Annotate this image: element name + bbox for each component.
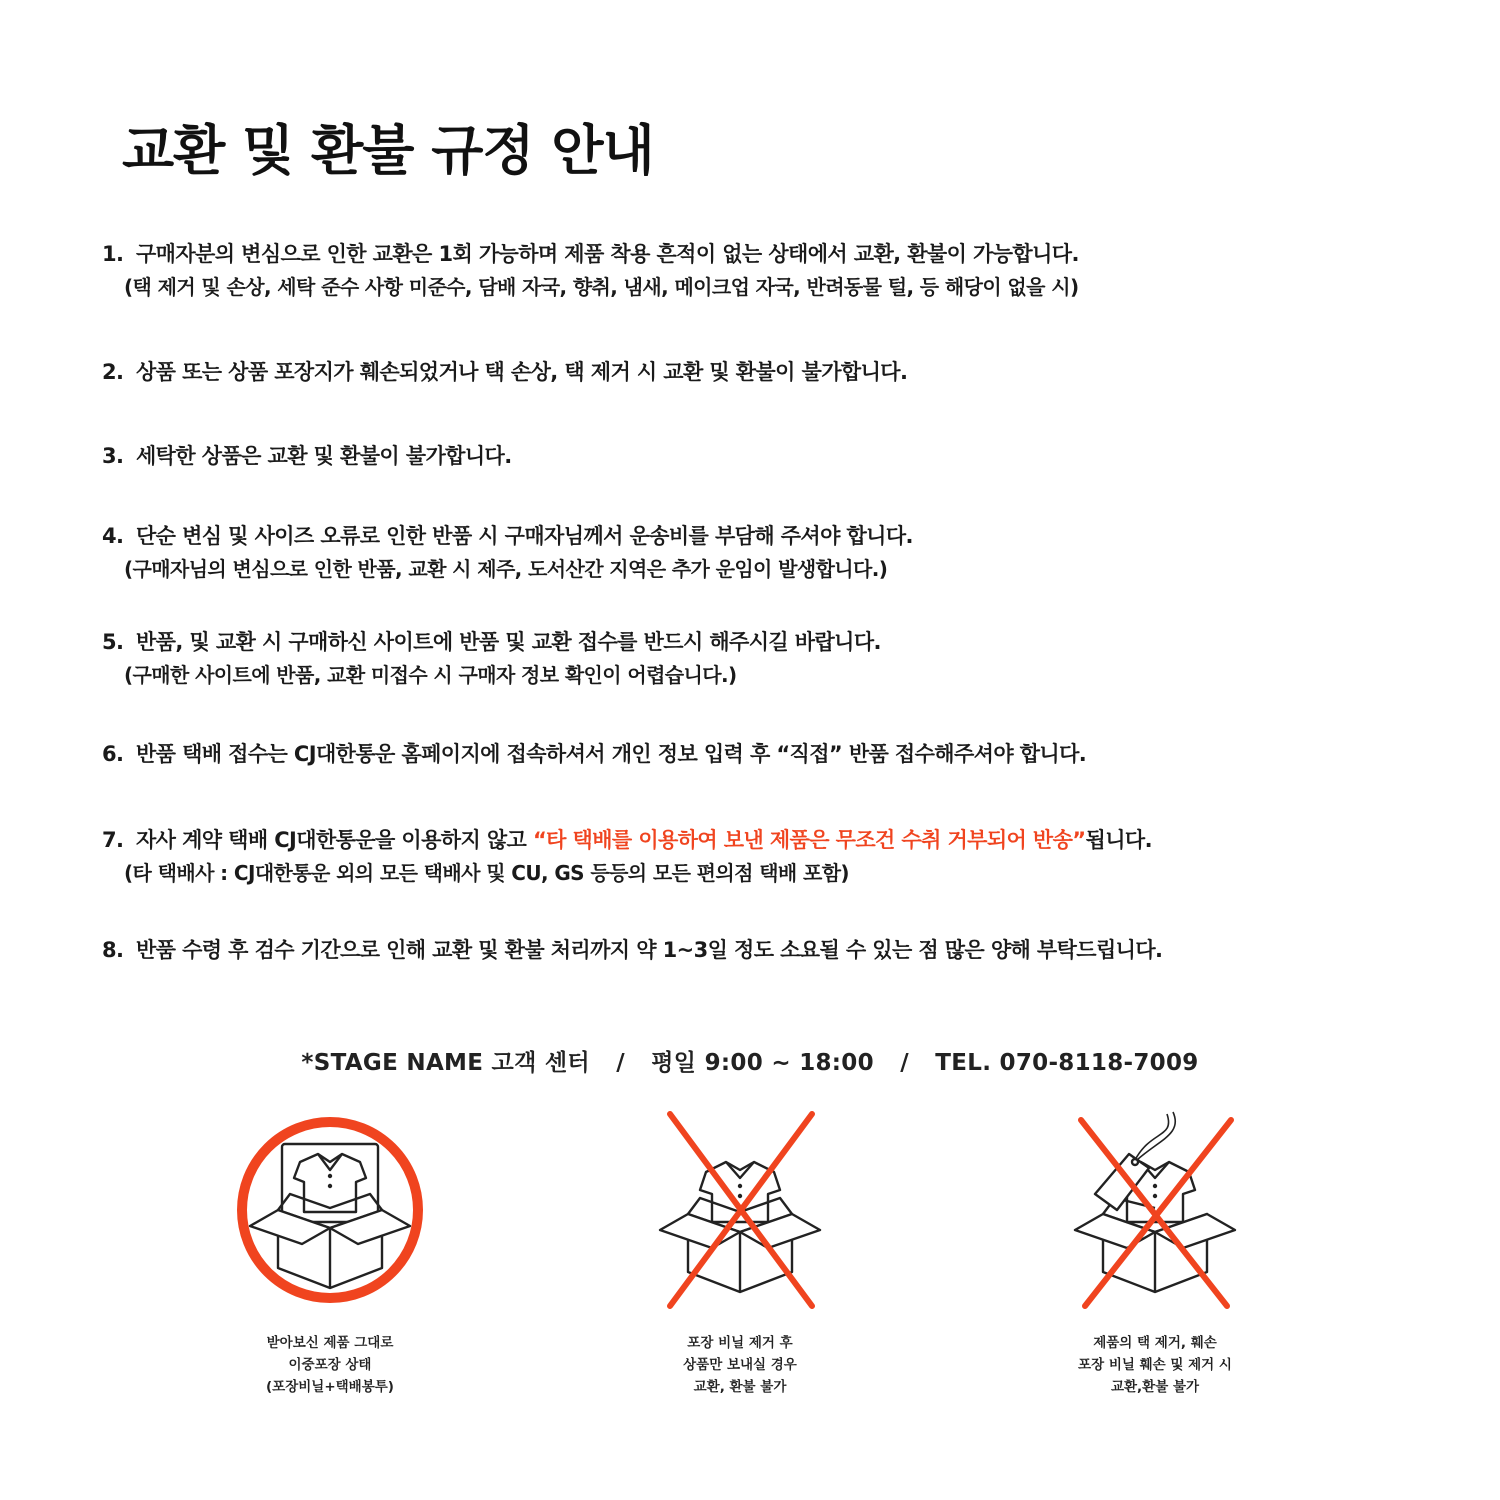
figure-tag-removed	[1005, 1110, 1305, 1430]
rule-number: 7.	[102, 828, 124, 852]
rule-item-7	[102, 824, 1432, 890]
rule-note: (구매한 사이트에 반품, 교환 미접수 시 구매자 정보 확인이 어렵습니다.)	[124, 663, 737, 687]
customer-center-label: *STAGE NAME 고객 센터	[301, 1050, 590, 1076]
rule-item-6	[102, 738, 1432, 771]
rule-text: 상품 또는 상품 포장지가 훼손되었거나 택 손상, 택 제거 시 교환 및 환불이 불가합니다.	[136, 360, 908, 384]
caption-line: 제품의 택 제거, 훼손	[1093, 1335, 1217, 1351]
rule-text: 반품 택배 접수는 CJ대한통운 홈페이지에 접속하셔서 개인 정보 입력 후 “직접” 반품 접수해주셔야 합니다.	[136, 742, 1087, 766]
caption-line: 이중포장 상태	[288, 1357, 372, 1373]
caption-line: 포장 비닐 제거 후	[687, 1335, 793, 1351]
rule-warning-highlight: “타 택배를 이용하여 보낸 제품은 무조건 수취 거부되어 반송”	[532, 828, 1086, 852]
figure-caption	[1005, 1332, 1305, 1398]
rule-text: 단순 변심 및 사이즈 오류로 인한 반품 시 구매자님께서 운송비를 부담해 주셔야 합니다.	[136, 524, 913, 548]
rule-item-8	[102, 934, 1432, 967]
rule-note: (구매자님의 변심으로 인한 반품, 교환 시 제주, 도서산간 지역은 추가 운임이 발생합니다.)	[124, 557, 888, 581]
box-with-shirt-tag-crossed-icon	[1055, 1110, 1255, 1310]
phone-number[interactable]: TEL. 070-8118-7009	[935, 1050, 1199, 1076]
rule-text-after: 됩니다.	[1085, 828, 1152, 852]
rule-item-4	[102, 520, 1432, 586]
rule-note: (택 제거 및 손상, 세탁 준수 사항 미준수, 담배 자국, 향취, 냄새, 메이크업 자국, 반려동물 털, 등 해당이 없을 시)	[124, 275, 1079, 299]
rule-number: 2.	[102, 360, 124, 384]
rule-item-5	[102, 626, 1432, 692]
return-condition-figures	[0, 1110, 1500, 1440]
separator: /	[900, 1050, 909, 1076]
rule-number: 6.	[102, 742, 124, 766]
box-with-shirt-circle-icon	[230, 1110, 430, 1310]
rule-text: 반품 수령 후 검수 기간으로 인해 교환 및 환불 처리까지 약 1~3일 정도 소요될 수 있는 점 많은 양해 부탁드립니다.	[136, 938, 1163, 962]
caption-line: 상품만 보내실 경우	[683, 1357, 797, 1373]
rule-item-2	[102, 356, 1432, 389]
caption-line: (포장비닐+택배봉투)	[266, 1379, 394, 1395]
caption-line: 받아보신 제품 그대로	[266, 1335, 394, 1351]
page-title: 교환 및 환불 규정 안내	[122, 119, 654, 182]
figure-allowed	[180, 1110, 480, 1430]
rule-text: 세탁한 상품은 교환 및 환불이 불가합니다.	[136, 444, 512, 468]
caption-line: 포장 비닐 훼손 및 제거 시	[1078, 1357, 1232, 1373]
customer-center-info	[0, 1044, 1500, 1077]
rule-item-3	[102, 440, 1432, 473]
box-with-shirt-crossed-icon	[640, 1110, 840, 1310]
rule-text: 구매자분의 변심으로 인한 교환은 1회 가능하며 제품 착용 흔적이 없는 상태에서 교환, 환불이 가능합니다.	[136, 242, 1079, 266]
figure-no-wrap	[590, 1110, 890, 1430]
rule-item-1	[102, 238, 1432, 304]
separator: /	[616, 1050, 625, 1076]
rule-number: 4.	[102, 524, 124, 548]
business-hours: 평일 9:00 ~ 18:00	[651, 1050, 874, 1076]
rule-number: 5.	[102, 630, 124, 654]
rule-note: (타 택배사 : CJ대한통운 외의 모든 택배사 및 CU, GS 등등의 모든 편의점 택배 포함)	[124, 861, 849, 885]
rule-number: 1.	[102, 242, 124, 266]
rule-number: 8.	[102, 938, 124, 962]
rule-text-before: 자사 계약 택배 CJ대한통운을 이용하지 않고	[136, 828, 533, 852]
rule-number: 3.	[102, 444, 124, 468]
rule-text: 반품, 및 교환 시 구매하신 사이트에 반품 및 교환 접수를 반드시 해주시길 바랍니다.	[136, 630, 881, 654]
caption-line: 교환, 환불 불가	[693, 1379, 787, 1395]
figure-caption	[180, 1332, 480, 1398]
figure-caption	[590, 1332, 890, 1398]
caption-line: 교환,환불 불가	[1110, 1379, 1200, 1395]
